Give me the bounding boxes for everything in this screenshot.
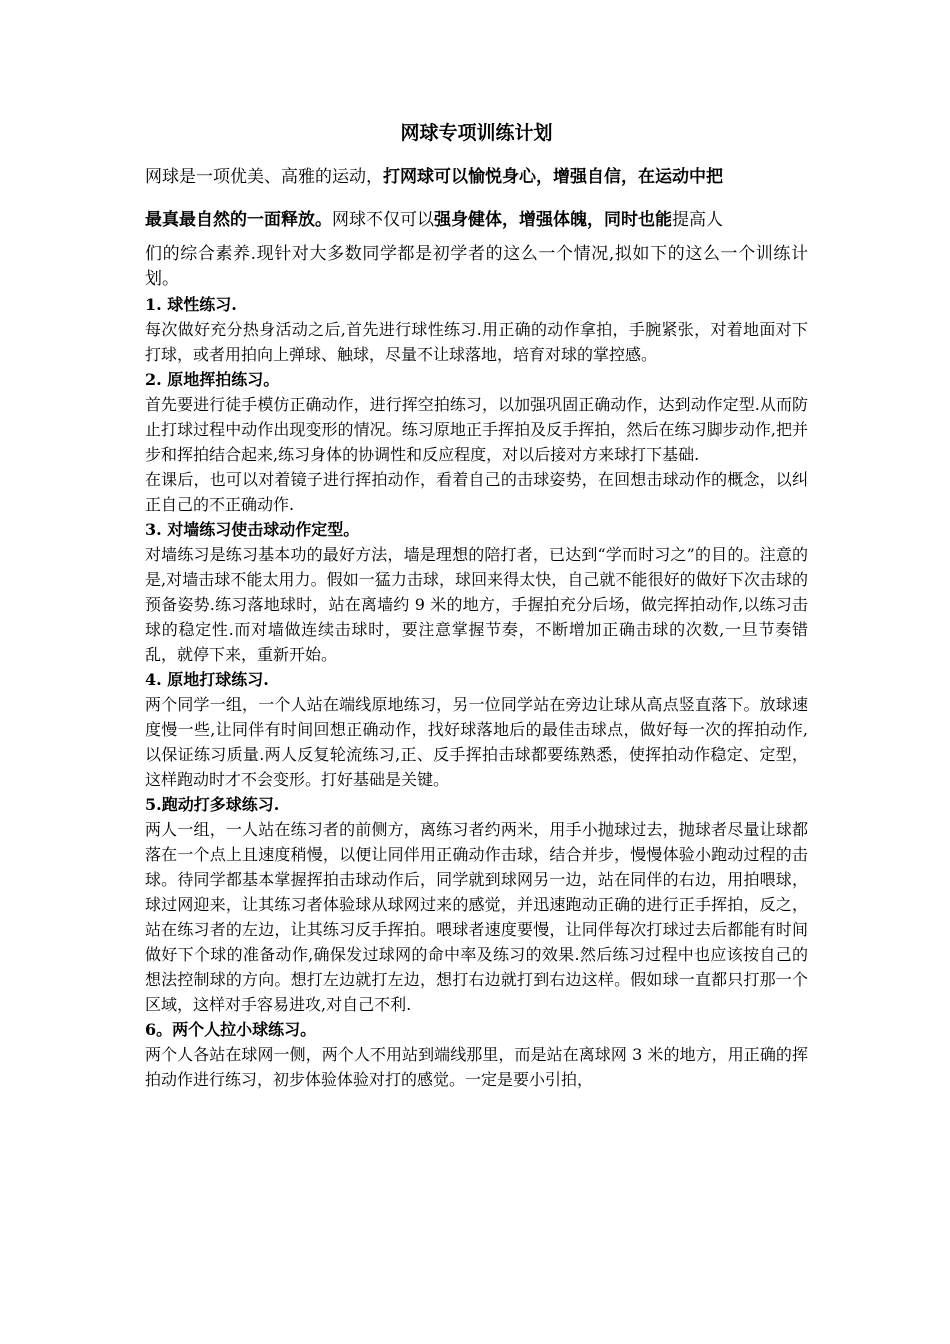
intro-text: 网球不仅可以	[332, 210, 434, 230]
section-1	[145, 292, 808, 367]
intro-bold-text: 强身健体，增强体魄，同时也能	[434, 210, 672, 230]
section-paragraph: 对墙练习是练习基本功的最好方法，墙是理想的陪打者，已达到“学而时习之”的目的。注意的是,对墙击球不能太用力。假如一猛力击球，球回来得太快，自己就不能很好的做好下次击球的预备姿势.练习落地球时，站在离墙约 9 米的地方，手握拍充分后场，做完挥拍动作,以练习击球的稳定性.而对墙做连续击球时，要注意掌握节奏，不断增加正确击球的次数,一旦节奏错乱，就停下来，重新开始。	[145, 545, 808, 664]
intro-text: 提高人	[672, 210, 723, 230]
section-4	[145, 667, 808, 792]
section-2	[145, 367, 808, 517]
section-heading: 3. 对墙练习使击球动作定型。	[145, 520, 360, 539]
section-paragraph: 每次做好充分热身活动之后,首先进行球性练习.用正确的动作拿拍，手腕紧张，对着地面对下打球，或者用拍向上弹球、触球，尽量不让球落地，培育对球的掌控感。	[145, 320, 808, 364]
section-paragraph: 两人一组，一人站在练习者的前侧方，离练习者约两米，用手小抛球过去，抛球者尽量让球都落在一个点上且速度稍慢，以便让同伴用正确动作击球，结合并步，慢慢体验小跑动过程的击球。待同学都基本掌握挥拍击球动作后，同学就到球网另一边，站在同伴的右边，用拍喂球，球过网迎来，让其练习者体验球从球网过来的感觉，并迅速跑动正确的进行正手挥拍，反之，站在练习者的左边，让其练习反手挥拍。喂球者速度要慢，让同伴每次打球过去后都能有时间做好下个球的准备动作,确保发过球网的命中率及练习的效果.然后练习过程中也应该按自己的想法控制球的方向。想打左边就打左边，想打右边就打到右边这样。假如球一直都只打那一个区域，这样对手容易进攻,对自己不利.	[145, 820, 808, 1014]
intro-continuation: 们的综合素养.现针对大多数同学都是初学者的这么一个情况,拟如下的这么一个训练计划。	[145, 244, 808, 289]
section-heading: 6。两个人拉小球练习。	[145, 1020, 317, 1039]
section-paragraph: 首先要进行徒手模仿正确动作，进行挥空拍练习，以加强巩固正确动作，达到动作定型.从而防止打球过程中动作出现变形的情况。练习原地正手挥拍及反手挥拍，然后在练习脚步动作,把并步和挥拍结合起来,练习身体的协调性和反应程度，对以后接对方来球打下基础.	[145, 395, 808, 464]
section-6	[145, 1017, 808, 1092]
section-5	[145, 792, 808, 1017]
section-heading: 5.跑动打多球练习.	[145, 795, 280, 814]
section-paragraph: 两个同学一组，一个人站在端线原地练习，另一位同学站在旁边让球从高点竖直落下。放球速度慢一些,让同伴有时间回想正确动作，找好球落地后的最佳击球点，做好每一次的挥拍动作,以保证练习质量.两人反复轮流练习,正、反手挥拍击球都要练熟悉，使挥拍动作稳定、定型，这样跑动时才不会变形。打好基础是关键。	[145, 695, 808, 789]
intro-paragraph	[145, 156, 808, 242]
page-title: 网球专项训练计划	[400, 122, 553, 144]
section-heading: 4. 原地打球练习.	[145, 670, 269, 689]
intro-bold-text: 打网球可以愉悦身心，增强自信，在运动中把	[383, 167, 723, 187]
section-heading: 1. 球性练习.	[145, 295, 237, 314]
intro-bold-text: 最真最自然的一面释放。	[145, 210, 332, 230]
section-paragraph: 两个人各站在球网一侧，两个人不用站到端线那里，而是站在离球网 3 米的地方，用正确的挥拍动作进行练习，初步体验体验对打的感觉。一定是要小引拍，	[145, 1045, 808, 1089]
intro-text: 网球是一项优美、高雅的运动，	[145, 167, 383, 187]
section-paragraph: 在课后，也可以对着镜子进行挥拍动作，看着自己的击球姿势，在回想击球动作的概念，以纠正自己的不正确动作.	[145, 470, 808, 514]
section-heading: 2. 原地挥拍练习。	[145, 370, 280, 389]
section-3	[145, 517, 808, 667]
